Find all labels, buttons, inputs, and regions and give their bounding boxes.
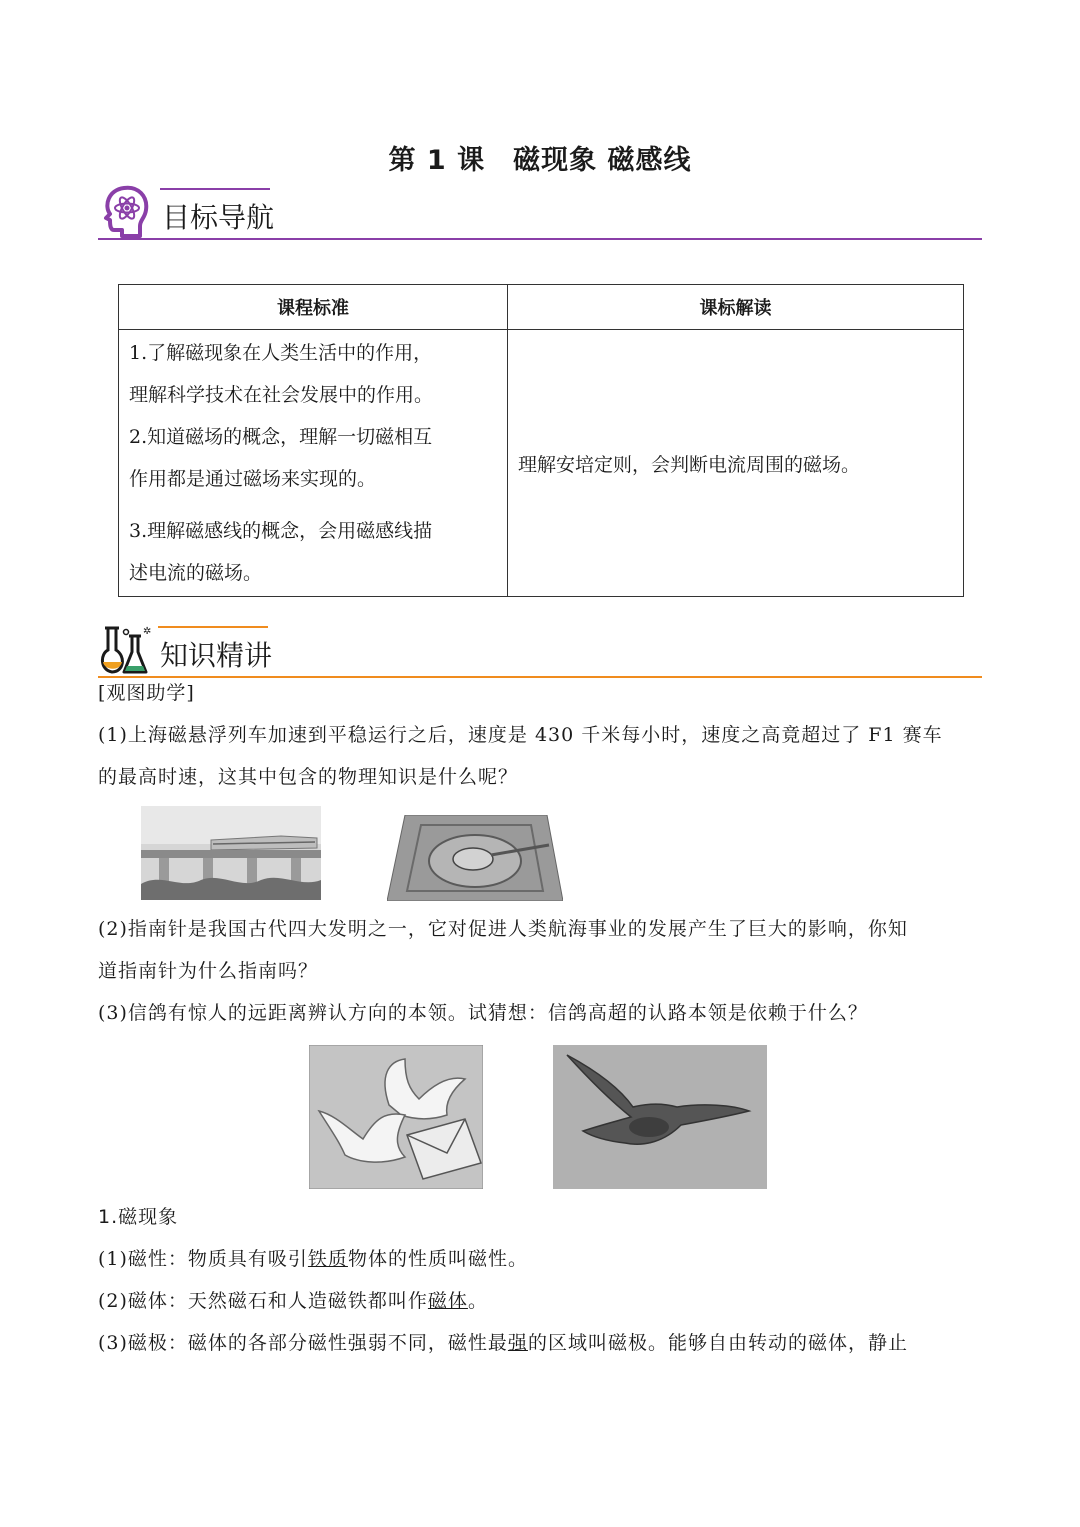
section-heading: 目标导航 [162, 201, 275, 234]
section-rule [98, 238, 982, 240]
flying-pigeon-image [553, 1045, 767, 1189]
subsection-title: 1.磁现象 [98, 1206, 179, 1228]
text-segment: (1)磁性：物质具有吸引 [98, 1248, 308, 1270]
underlined-term: 铁质 [307, 1248, 348, 1270]
question-line: 的最高时速，这其中包含的物理知识是什么呢？ [98, 766, 519, 788]
table-row [119, 330, 964, 597]
text-segment: 。 [467, 1290, 488, 1312]
standard-line: 1.了解磁现象在人类生活中的作用， [129, 342, 433, 364]
text-segment: (3)磁极：磁体的各部分磁性强弱不同，磁性最 [98, 1332, 508, 1354]
heading-top-line [158, 626, 268, 628]
section-header-knowledge [98, 620, 982, 680]
pigeons-envelope-image [309, 1045, 483, 1189]
question-line: (2)指南针是我国古代四大发明之一，它对促进人类航海事业的发展产生了巨大的影响，你知 [98, 918, 908, 940]
question-line: (1)上海磁悬浮列车加速到平稳运行之后，速度是 430 千米每小时，速度之高竟超过了 F1 赛车 [98, 724, 943, 746]
paragraph-magnet [98, 1280, 982, 1322]
table-cell-standards [119, 330, 508, 597]
underlined-term: 磁体 [427, 1290, 468, 1312]
standard-line: 3.理解磁感线的概念，会用磁感线描 [129, 520, 433, 542]
paragraph-pole [98, 1322, 982, 1364]
standard-line: 2.知道磁场的概念，理解一切磁相互 [129, 426, 433, 448]
svg-text:✲: ✲ [143, 626, 152, 637]
question-2 [98, 908, 982, 992]
table-header-cell: 课标解读 [508, 285, 964, 330]
compass-spoon-image [387, 815, 563, 901]
paragraph-magnetism [98, 1238, 982, 1280]
standards-table [118, 284, 964, 597]
table-header-row [119, 285, 964, 330]
standard-line: 理解科学技术在社会发展中的作用。 [129, 384, 434, 406]
lab-flask-icon [98, 622, 154, 676]
question-line: 道指南针为什么指南吗？ [98, 960, 319, 982]
underlined-term: 强 [507, 1332, 528, 1354]
text-segment: (2)磁体：天然磁石和人造磁铁都叫作 [98, 1290, 428, 1312]
guide-label: [观图助学] [98, 682, 195, 704]
text-segment: 的区域叫磁极。能够自由转动的磁体，静止 [527, 1332, 908, 1354]
standard-line: 述电流的磁场。 [129, 562, 263, 584]
table-cell-interpretation: 理解安培定则，会判断电流周围的磁场。 [508, 330, 964, 597]
question-1 [98, 714, 982, 798]
table-header-cell: 课程标准 [119, 285, 508, 330]
question-3: (3)信鸽有惊人的远距离辨认方向的本领。试猜想：信鸽高超的认路本领是依赖于什么？ [98, 1002, 868, 1024]
page-title: 第 1 课 磁现象 磁感线 [388, 145, 692, 176]
section-header-goals [98, 182, 982, 242]
section-heading: 知识精讲 [160, 639, 273, 672]
text-segment: 物体的性质叫磁性。 [347, 1248, 528, 1270]
standard-line: 作用都是通过磁场来实现的。 [129, 468, 377, 490]
brain-atom-icon [100, 184, 152, 240]
maglev-train-image [141, 806, 321, 900]
heading-top-line [160, 188, 270, 190]
